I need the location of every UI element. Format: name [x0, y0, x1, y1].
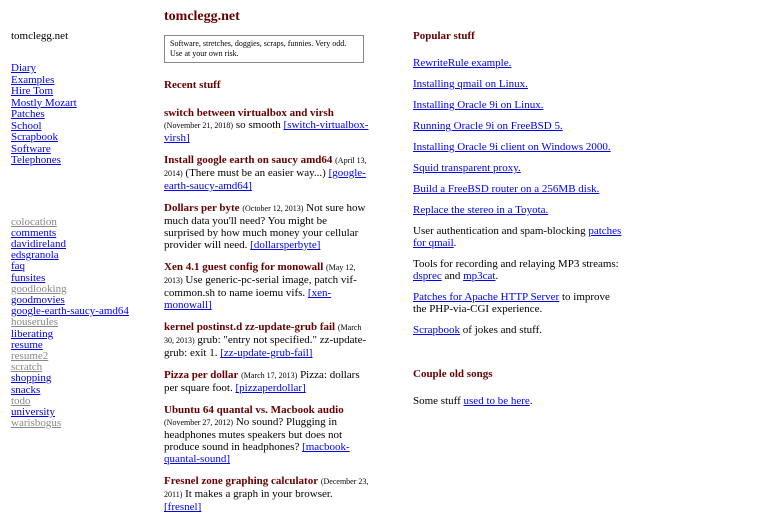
- post-title: Pizza per dollar: [164, 369, 239, 381]
- nav-link-diary[interactable]: Diary: [11, 62, 37, 74]
- post-link[interactable]: [macbook-quantal-sound]: [164, 441, 350, 465]
- misc-item-scrapbook: [413, 324, 623, 336]
- post-title: Install google earth on saucy amd64: [164, 154, 333, 166]
- popular-item: [413, 120, 623, 132]
- site-name: tomclegg.net: [11, 30, 69, 42]
- post-date: (December 23, 2011): [164, 477, 369, 499]
- tag-link[interactable]: funsites: [11, 271, 46, 284]
- tag-link[interactable]: todo: [11, 394, 31, 407]
- post-summary: Pizza: dollars per square foot.: [164, 369, 360, 394]
- post-item: [164, 154, 369, 192]
- post-summary: No sound? Plugging in headphones mutes speakers but does not produce sound in headphones?: [164, 416, 343, 453]
- middle-column: [164, 10, 369, 523]
- nav-link-software[interactable]: Software: [11, 142, 51, 155]
- post-summary: It makes a graph in your browser.: [185, 488, 333, 500]
- post-item: [164, 475, 369, 513]
- popular-item: [413, 141, 623, 153]
- misc-text: to improve the PHP-via-CGI experience.: [413, 291, 610, 315]
- tag-link[interactable]: google-earth-saucy-amd64: [11, 305, 129, 318]
- post-item: [164, 321, 369, 359]
- songs-text: .: [529, 395, 533, 407]
- post-item: [164, 107, 369, 144]
- songs-item: [413, 395, 623, 407]
- post-link[interactable]: [zz-update-grub-fail]: [220, 347, 313, 359]
- tag-link[interactable]: resume: [11, 338, 43, 351]
- post-date: (November 21, 2018): [164, 121, 234, 130]
- post-link[interactable]: [google-earth-saucy-amd64]: [164, 167, 366, 192]
- nav-link-scrapbook[interactable]: Scrapbook: [11, 131, 59, 143]
- tag-link[interactable]: scratch: [11, 361, 43, 374]
- popular-link[interactable]: RewriteRule example.: [413, 57, 512, 69]
- post-summary: Not sure how much data you'll need? You might be surprised by how much money your cellular provider will need.: [164, 202, 366, 251]
- tag-link[interactable]: goodmovies: [11, 293, 65, 306]
- popular-item: [413, 78, 623, 90]
- tag-link[interactable]: warisbogus: [11, 417, 62, 430]
- songs-text: Some stuff: [413, 395, 464, 407]
- popular-item: [413, 99, 623, 111]
- tag-link[interactable]: colocation: [11, 215, 57, 228]
- popular-item: [413, 183, 623, 195]
- popular-link[interactable]: Running Oracle 9i on FreeBSD 5.: [413, 120, 563, 132]
- popular-link[interactable]: Installing qmail on Linux.: [413, 78, 528, 90]
- misc-text: of jokes and stuff.: [460, 324, 543, 336]
- main-nav: [11, 63, 151, 167]
- misc-text: and: [441, 270, 464, 282]
- tag-link[interactable]: goodlooking: [11, 282, 67, 295]
- tag-link[interactable]: snacks: [11, 383, 41, 396]
- apache-patches-link[interactable]: Patches for Apache HTTP Server: [413, 291, 560, 303]
- post-title: switch between virtualbox and virsh: [164, 107, 334, 119]
- tag-link[interactable]: edsgranola: [11, 249, 59, 262]
- post-link[interactable]: [xen-monowall]: [164, 287, 332, 311]
- tag-link[interactable]: university: [11, 405, 55, 418]
- post-summary: grub: "entry not specified." zz-update-grub: exit 1.: [164, 334, 367, 359]
- post-title: Fresnel zone graphing calculator: [164, 475, 319, 487]
- popular-stuff-heading: Popular stuff: [413, 30, 475, 42]
- nav-link-patches[interactable]: Patches: [11, 108, 45, 120]
- post-item: [164, 369, 369, 394]
- post-date: (May 12, 2013): [164, 263, 356, 285]
- popular-item: [413, 162, 623, 174]
- misc-text: .: [453, 237, 457, 249]
- popular-link[interactable]: Installing Oracle 9i client on Windows 2000.: [413, 141, 611, 153]
- post-date: (November 27, 2012): [164, 418, 234, 427]
- post-title: Dollars per byte: [164, 202, 240, 214]
- post-title: kernel postinst.d zz-update-grub fail: [164, 321, 336, 333]
- popular-link[interactable]: Squid transparent proxy.: [413, 162, 521, 174]
- popular-link[interactable]: Replace the stereo in a Toyota.: [413, 204, 549, 216]
- misc-item-qmail: [413, 225, 623, 249]
- nav-link-mostly-mozart[interactable]: Mostly Mozart: [11, 96, 77, 109]
- nav-link-examples[interactable]: Examples: [11, 73, 55, 86]
- popular-item: [413, 57, 623, 69]
- used-to-be-here-link[interactable]: used to be here: [463, 395, 530, 407]
- post-summary: so smooth: [235, 119, 281, 131]
- post-link[interactable]: [dollarsperbyte]: [250, 239, 321, 251]
- post-link[interactable]: [fresnel]: [164, 501, 202, 513]
- recent-posts: [164, 107, 369, 513]
- post-date: (March 17, 2013): [241, 371, 298, 380]
- popular-links: [413, 57, 623, 216]
- mp3cat-link[interactable]: mp3cat: [463, 270, 496, 282]
- tag-link[interactable]: faq: [11, 260, 26, 273]
- popular-link[interactable]: Installing Oracle 9i on Linux.: [413, 99, 544, 111]
- nav-link-hire-tom[interactable]: Hire Tom: [11, 85, 54, 97]
- misc-text: User authentication and spam-blocking: [413, 225, 589, 237]
- nav-link-school[interactable]: School: [11, 119, 42, 132]
- recent-stuff-heading: Recent stuff: [164, 79, 221, 91]
- tag-link[interactable]: davidireland: [11, 237, 66, 250]
- post-date: (April 13, 2014): [164, 156, 367, 178]
- post-date: (October 12, 2013): [242, 204, 304, 213]
- scrapbook-link[interactable]: Scrapbook: [413, 324, 461, 336]
- post-title: Ubuntu 64 quantal vs. Macbook audio: [164, 404, 344, 416]
- dsprec-link[interactable]: dsprec: [413, 270, 442, 282]
- post-link[interactable]: [pizzaperdollar]: [235, 382, 306, 394]
- post-date: (March 30, 2013): [164, 323, 362, 345]
- post-summary: (There must be an easier way...): [185, 167, 326, 179]
- post-title: Xen 4.1 guest config for monowall: [164, 261, 324, 273]
- page-title: tomclegg.net: [164, 9, 240, 24]
- misc-item-apache: [413, 291, 623, 315]
- popular-link[interactable]: Build a FreeBSD router on a 256MB disk.: [413, 183, 600, 195]
- site-blurb: Software, stretches, doggies, scraps, funnies. Very odd. Use at your own risk.: [164, 35, 364, 63]
- tag-link[interactable]: houserules: [11, 316, 59, 329]
- tag-link[interactable]: comments: [11, 226, 57, 239]
- post-item: [164, 202, 369, 251]
- tag-link[interactable]: liberating: [11, 327, 54, 340]
- right-column: [413, 30, 623, 416]
- post-item: [164, 404, 369, 465]
- left-column: [11, 30, 151, 429]
- misc-item-mp3: [413, 258, 623, 282]
- misc-text: Tools for recording and relaying MP3 streams:: [413, 258, 619, 270]
- tag-link[interactable]: resume2: [11, 349, 49, 362]
- nav-link-telephones[interactable]: Telephones: [11, 154, 61, 166]
- tag-link[interactable]: shopping: [11, 372, 52, 385]
- patches-for-qmail-link[interactable]: patches for qmail: [413, 225, 622, 249]
- misc-text: .: [495, 270, 499, 282]
- post-summary: Use generic-pc-serial image, patch vif-common.sh to name ioemu vifs.: [164, 274, 357, 299]
- tag-list: [11, 217, 151, 430]
- popular-item: [413, 204, 623, 216]
- post-link[interactable]: [switch-virtualbox-virsh]: [164, 119, 369, 144]
- post-item: [164, 261, 369, 311]
- couple-old-songs-heading: Couple old songs: [413, 368, 493, 380]
